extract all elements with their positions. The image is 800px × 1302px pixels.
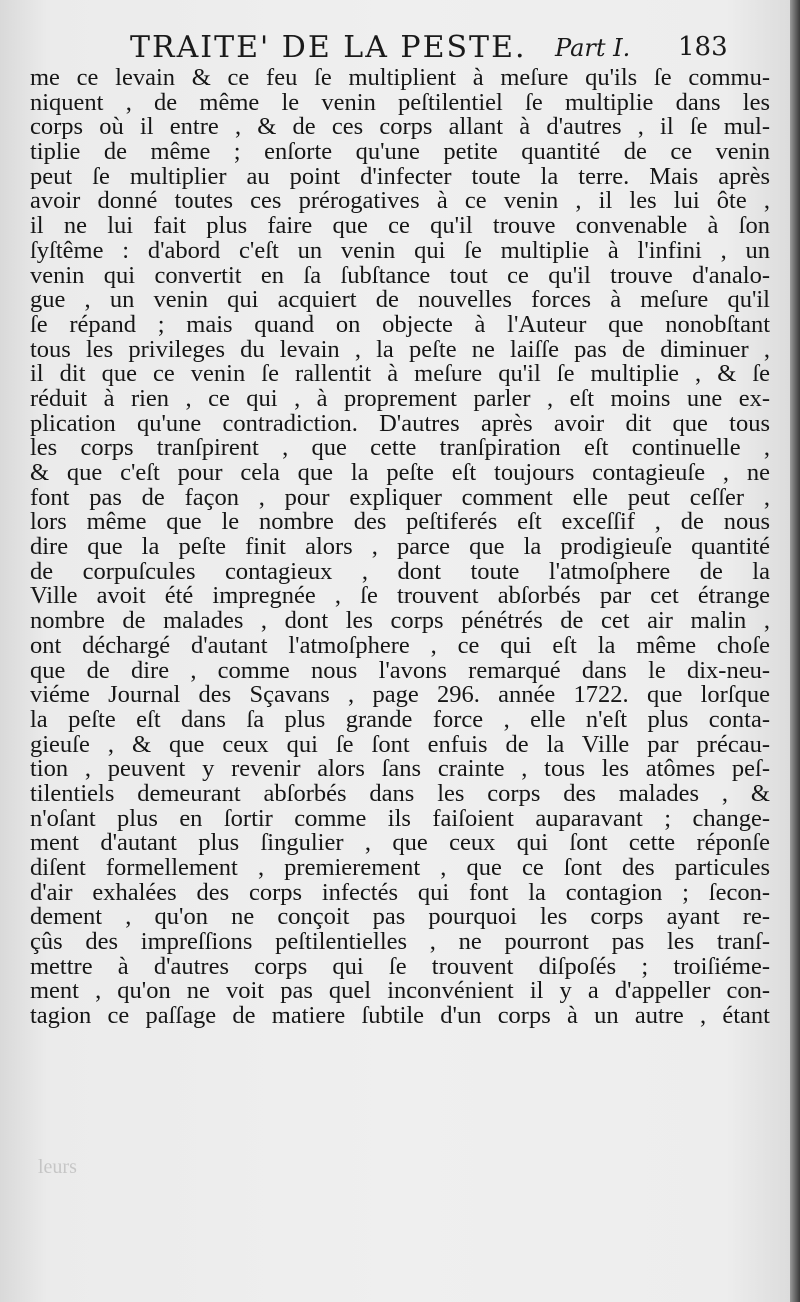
text-line: venin qui convertit en ſa ſubſtance tout ce qu'il trouve d'analo- [30,261,770,289]
body-text [30,66,770,1029]
text-line: tous les privileges du levain , la peſte ne laiſſe pas de diminuer , [30,335,770,363]
text-line: ont déchargé d'autant l'atmoſphere , ce qui eſt la même choſe [30,631,770,659]
text-line: font pas de façon , pour expliquer comment elle peut ceſſer , [30,483,770,511]
text-line: viéme Journal des Sçavans , page 296. année 1722. que lorſque [30,681,770,709]
text-line: plication qu'une contradiction. D'autres après avoir dit que tous [30,409,770,437]
text-line: lors même que le nombre des peſtiferés eſt exceſſif , de nous [30,508,770,536]
text-line: dement , qu'on ne conçoit pas pourquoi les corps ayant re- [30,903,770,931]
text-line: gue , un venin qui acquiert de nouvelles forces à meſure qu'il [30,286,770,314]
text-line: gieuſe , & que ceux qui ſe ſont enfuis de la Ville par précau- [30,730,770,758]
text-line: de corpuſcules contagieux , dont toute l'atmoſphere de la [30,557,770,585]
text-line: & que c'eſt pour cela que la peſte eſt toujours contagieuſe , ne [30,459,770,486]
text-line: corps où il entre , & de ces corps allant à d'autres , il ſe mul- [30,113,770,141]
text-line: ment , qu'on ne voit pas quel inconvénient il y a d'appeller con- [30,977,770,1005]
page-header [130,28,770,68]
text-line: tagion ce paſſage de matiere ſubtile d'un corps à un autre , étant [30,1002,770,1030]
text-line: mettre à d'autres corps qui ſe trouvent diſpoſés ; troiſiéme- [30,952,770,980]
page-edge-shadow [790,0,800,1302]
text-line: d'air exhalées des corps infectés qui font la contagion ; ſecon- [30,878,770,906]
text-line: il ne lui fait plus faire que ce qu'il trouve convenable à ſon [30,212,770,240]
text-line: que de dire , comme nous l'avons remarqué dans le dix-neu- [30,656,770,684]
text-line: Ville avoit été impregnée , ſe trouvent abſorbés par cet étrange [30,582,770,610]
text-line: ſe répand ; mais quand on objecte à l'Auteur que nonobſtant [30,310,770,338]
text-line: tiplie de même ; enſorte qu'une petite quantité de ce venin [30,138,770,166]
part-label: Part I. [555,34,631,62]
text-line: me ce levain & ce feu ſe multiplient à meſure qu'ils ſe commu- [30,64,770,91]
text-line: tion , peuvent y revenir alors ſans crainte , tous les atômes peſ- [30,755,770,783]
text-line: ſyſtême : d'abord c'eſt un venin qui ſe multiplie à l'infini , un [30,236,770,264]
text-line: n'oſant plus en ſortir comme ils faiſoient auparavant ; change- [30,804,770,832]
bleed-through-text: leurs [38,1156,77,1178]
text-line: tilentiels demeurant abſorbés dans les corps des malades , & [30,779,770,807]
text-line: peut ſe multiplier au point d'infecter toute la terre. Mais après [30,162,770,190]
text-line: dire que la peſte finit alors , parce que la prodigieuſe quantité [30,533,770,561]
text-line: les corps tranſpirent , que cette tranſpiration eſt continuelle , [30,434,770,462]
page-number: 183 [678,32,728,62]
text-line: çûs des impreſſions peſtilentielles , ne pourront pas les tranſ- [30,928,770,956]
text-line: diſent formellement , premierement , que ce ſont des particules [30,854,770,881]
text-line: ment d'autant plus ſingulier , que ceux qui ſont cette réponſe [30,829,770,857]
text-line: avoir donné toutes ces prérogatives à ce venin , il les lui ôte , [30,187,770,215]
text-line: la peſte eſt dans ſa plus grande force , elle n'eſt plus conta- [30,705,770,733]
text-line: nombre de malades , dont les corps pénétrés de cet air malin , [30,607,770,635]
running-title: TRAITE' DE LA PESTE. [130,30,527,65]
text-line: niquent , de même le venin peſtilentiel ſe multiplie dans les [30,88,770,116]
text-line: réduit à rien , ce qui , à proprement parler , eſt moins une ex- [30,384,770,412]
text-line: il dit que ce venin ſe rallentit à meſure qu'il ſe multiplie , & ſe [30,360,770,388]
